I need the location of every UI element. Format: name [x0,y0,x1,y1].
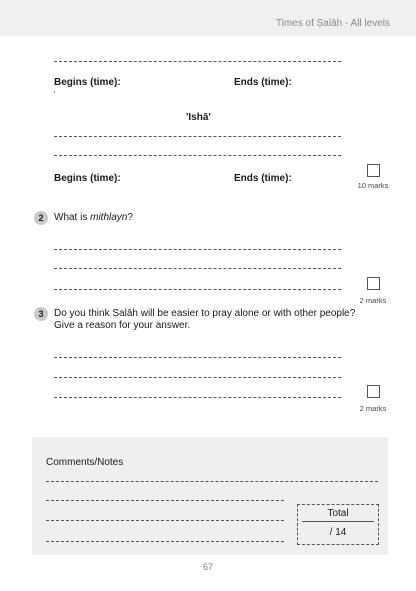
marks-label: 10 marks [357,181,389,190]
question-text-prefix: What is [54,212,91,223]
total-score-value: / 14 [329,527,347,538]
score-checkbox[interactable] [367,277,380,290]
question-number-badge: 3 [34,307,48,321]
answer-line [54,397,341,398]
ends-time-label: Ends (time): [234,173,292,184]
answer-line [54,155,341,156]
isha-section-title: 'Ishā' [186,112,211,123]
notes-line [46,541,284,542]
page-number: 67 [202,562,213,572]
running-header-title: Times of Ṣalāh - All levels [275,18,390,29]
total-divider [302,521,374,522]
answer-line [54,136,341,137]
question-text [54,212,133,224]
score-checkbox[interactable] [367,164,380,177]
notes-line [46,520,284,521]
begins-time-label: Begins (time): [54,77,121,88]
answer-line [54,61,341,62]
tick-mark: ' [54,90,56,99]
score-checkbox[interactable] [367,385,380,398]
marks-label: 2 marks [359,404,387,413]
question-text-term: mithlayn [90,212,128,223]
notes-line [46,481,378,482]
ends-time-label: Ends (time): [234,77,292,88]
total-label: Total [327,508,349,519]
begins-time-label: Begins (time): [54,173,121,184]
total-score-box [297,504,379,545]
answer-line [54,357,341,358]
answer-line [54,249,341,250]
answer-line [54,377,341,378]
notes-line [46,500,284,501]
question-text-line-1: Do you think Ṣalāh will be easier to pray alone or with other people? [54,308,356,319]
answer-line [54,289,341,290]
marks-label: 2 marks [359,296,387,305]
question-text-line-2: Give a reason for your answer. [54,320,191,331]
answer-line [54,268,341,269]
question-number-badge: 2 [34,211,48,225]
comments-notes-title: Comments/Notes [46,457,124,468]
question-text-suffix: ? [127,212,133,223]
